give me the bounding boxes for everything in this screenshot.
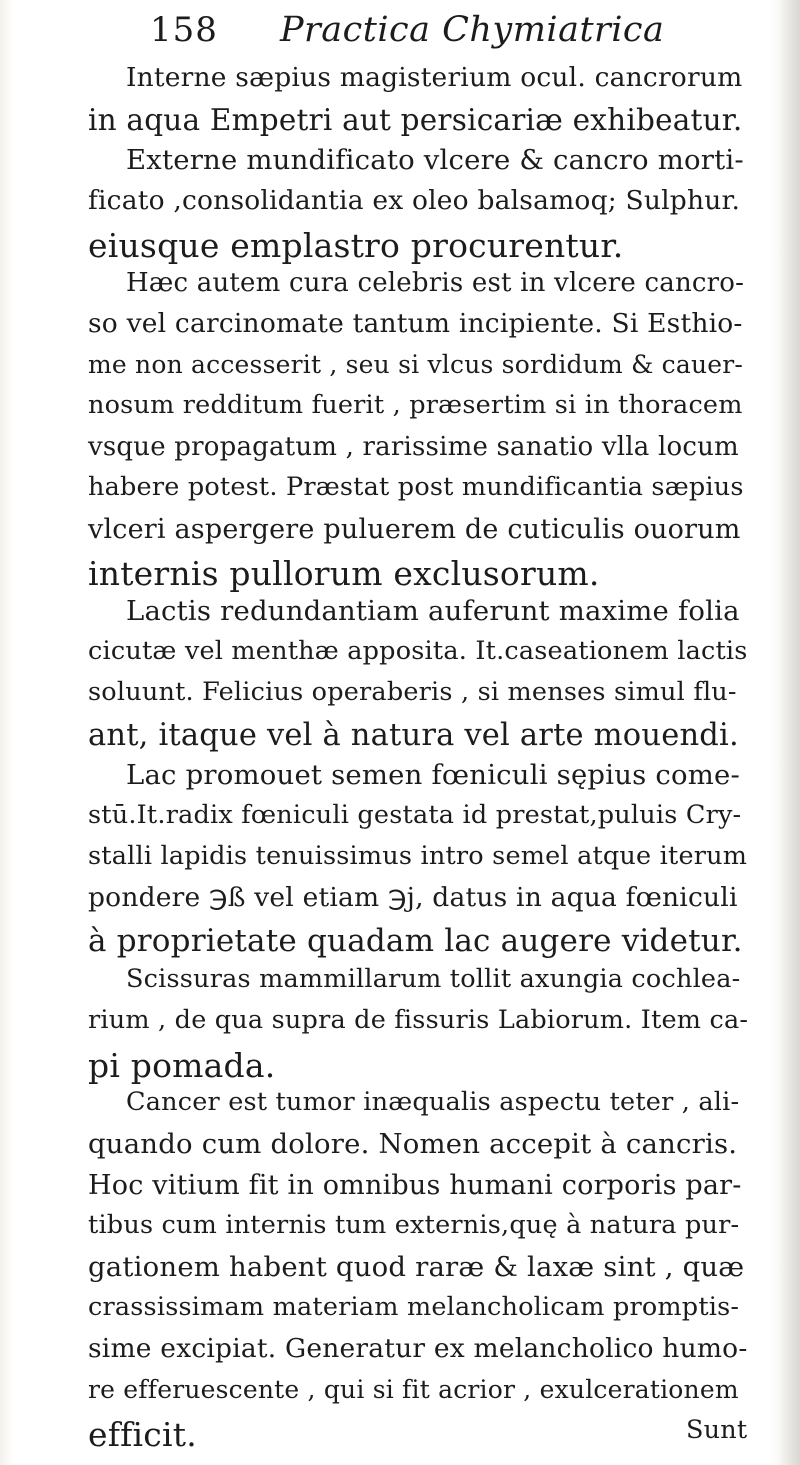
text-line: internis pullorum exclusorum. xyxy=(88,554,600,593)
text-line: Hæc autem cura celebris est in vlcere cancro- xyxy=(126,268,745,298)
text-line: vsque propagatum , rarissime sanatio vlla locum xyxy=(88,432,739,462)
text-line: pondere ℈ß vel etiam ℈j, datus in aqua fœniculi xyxy=(88,882,738,913)
text-line: vlceri aspergere puluerem de cuticulis ouorum xyxy=(88,514,741,545)
catchword: Sunt xyxy=(686,1415,748,1445)
text-line: Lactis redundantiam auferunt maxime folia xyxy=(126,595,740,627)
text-line: gationem habent quod raræ & laxæ sint , quæ xyxy=(88,1251,745,1283)
text-line: stalli lapidis tenuissimus intro semel atque iterum xyxy=(88,841,748,871)
page-header xyxy=(150,10,710,54)
text-line: so vel carcinomate tantum incipiente. Si Esthio- xyxy=(88,308,743,339)
text-line: pi pomada. xyxy=(88,1046,276,1085)
text-line: crassissimam materiam melancholicam promptis- xyxy=(88,1292,740,1322)
text-line: Scissuras mammillarum tollit axungia cochlea- xyxy=(126,964,741,994)
text-line: Interne sæpius magisterium ocul. cancrorum xyxy=(126,62,743,93)
running-title: Practica Chymiatrica xyxy=(280,10,665,50)
text-line: Cancer est tumor inæqualis aspectu teter , ali- xyxy=(126,1087,740,1117)
text-line: re efferuescente , qui si fit acrior , exulcerationem xyxy=(88,1375,739,1404)
text-line: me non accesserit , seu si vlcus sordidum & cauer- xyxy=(88,350,744,379)
text-line: habere potest. Præstat post mundificantia sæpius xyxy=(88,472,744,502)
text-line: eiusque emplastro procurentur. xyxy=(88,226,624,265)
text-line: tibus cum internis tum externis,quę à natura pur- xyxy=(88,1210,740,1240)
text-line: ant, itaque vel à natura vel arte mouendi. xyxy=(88,718,739,753)
text-line: efficit. xyxy=(88,1415,197,1454)
text-line: Hoc vitium fit in omnibus humani corporis par- xyxy=(88,1170,742,1201)
text-line: ficato ,consolidantia ex oleo balsamoq; Sulphur. xyxy=(88,185,741,216)
page-edge-shadow xyxy=(778,0,800,1465)
text-line: in aqua Empetri aut persicariæ exhibeatur. xyxy=(88,103,743,137)
text-line: cicutæ vel menthæ apposita. It.caseationem lactis xyxy=(88,636,748,666)
text-line: sime excipiat. Generatur ex melancholico humo- xyxy=(88,1333,748,1364)
page-number: 158 xyxy=(150,10,218,50)
text-line: Externe mundificato vlcere & cancro morti- xyxy=(126,144,744,176)
text-line: soluunt. Felicius operaberis , si menses simul flu- xyxy=(88,677,737,707)
text-line: quando cum dolore. Nomen accepit à cancris. xyxy=(88,1128,738,1160)
text-line: à proprietate quadam lac augere videtur. xyxy=(88,923,743,959)
text-line: rium , de qua supra de fissuris Labiorum. Item ca- xyxy=(88,1005,749,1035)
text-line: stū.It.radix fœniculi gestata id prestat,puluis Cry- xyxy=(88,800,742,830)
text-line: nosum redditum fuerit , præsertim si in thoracem xyxy=(88,390,743,420)
text-line: Lac promouet semen fœniculi sępius come- xyxy=(126,759,740,791)
